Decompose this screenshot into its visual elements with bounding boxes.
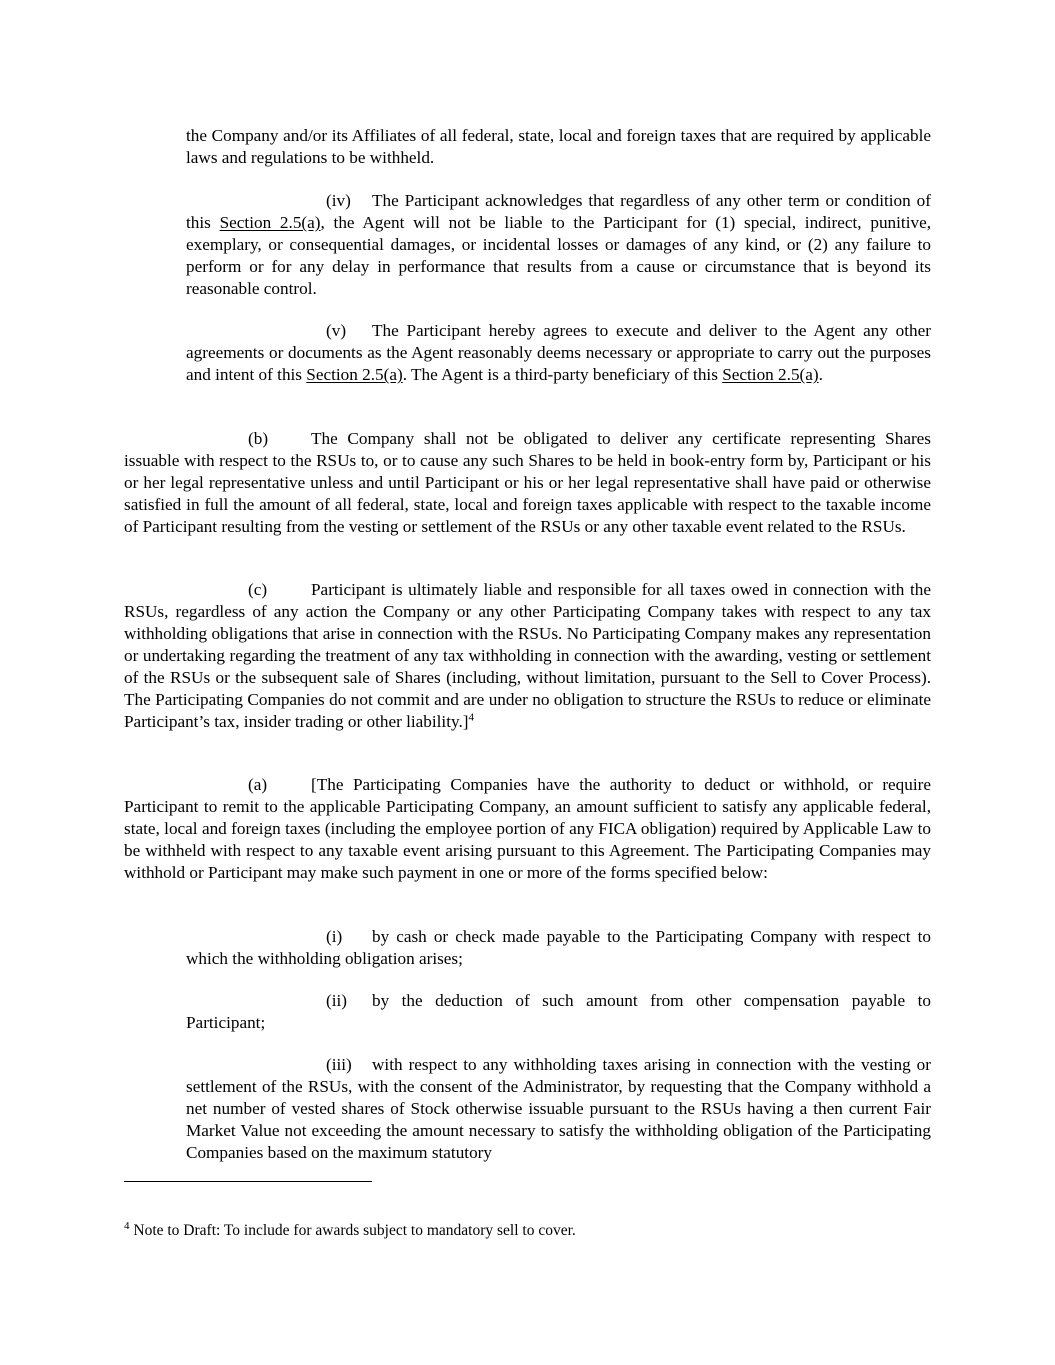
paragraph-iv	[186, 190, 931, 300]
paragraph-b-text: The Company shall not be obligated to deliver any certificate representing Shares issuable with respect to the RSUs to, or to cause any such Shares to be held in book-entry form by, Participant or his or her legal representative unless and until Participant or his or her legal representative shall have paid or otherwise satisfied in full the amount of all federal, state, local and foreign taxes applicable with respect to the taxable income of Participant resulting from the vesting or settlement of the RSUs or any other taxable event related to the RSUs.	[124, 429, 931, 536]
paragraph-iv-text-2: , the Agent will not be liable to the Participant for (1) special, indirect, punitive, exemplary, or consequential damages, or incidental losses or damages of any kind, or (2) any failure to perform or for any delay in performance that results from a cause or circumstance that is beyond its reasonable control.	[186, 213, 931, 298]
section-2-5a-link-2: Section 2.5(a)	[306, 365, 403, 384]
paragraph-a	[124, 774, 931, 884]
paragraph-intro	[186, 125, 931, 169]
paragraph-v-text-1: The Participant hereby agrees to execute and deliver to the Agent any other agreements or documents as the Agent reasonably deems necessary or appropriate to carry out the purposes and intent of this	[186, 321, 931, 384]
paragraph-v-text-2: . The Agent is a third-party beneficiary of this	[402, 365, 723, 384]
paragraph-v-label: (v)	[326, 321, 347, 340]
paragraph-b	[124, 428, 931, 538]
paragraph-c	[124, 579, 931, 733]
paragraph-i	[186, 926, 931, 970]
footnote-reference: 4	[468, 711, 474, 724]
paragraph-ii-label: (ii)	[326, 991, 347, 1010]
paragraph-iv-text-1: The Participant acknowledges that regardless of any other term or condition of this	[186, 191, 931, 232]
footnote-separator	[124, 1181, 372, 1182]
paragraph-intro-text: the Company and/or its Affiliates of all federal, state, local and foreign taxes that are required by applicable laws and regulations to be withheld.	[186, 126, 931, 167]
paragraph-c-label: (c)	[248, 580, 268, 599]
section-2-5a-link-1: Section 2.5(a)	[219, 213, 321, 232]
paragraph-ii-text: by the deduction of such amount from other compensation payable to Participant;	[186, 991, 931, 1032]
footnote-number: 4	[124, 1219, 130, 1232]
paragraph-b-label: (b)	[248, 429, 269, 448]
section-2-5a-link-3: Section 2.5(a)	[722, 365, 819, 384]
paragraph-iii	[186, 1054, 931, 1164]
paragraph-iv-label: (iv)	[326, 191, 351, 210]
paragraph-i-text: by cash or check made payable to the Participating Company with respect to which the withholding obligation arises;	[186, 927, 931, 968]
paragraph-i-label: (i)	[326, 927, 343, 946]
paragraph-v	[186, 320, 931, 386]
paragraph-a-text: [The Participating Companies have the authority to deduct or withhold, or require Participant to remit to the applicable Participating Company, an amount sufficient to satisfy any applicable federal, state, local and foreign taxes (including the employee portion of any FICA obligation) required by Applicable Law to be withheld with respect to any taxable event arising pursuant to this Agreement. The Participating Companies may withhold or Participant may make such payment in one or more of the forms specified below:	[124, 775, 931, 882]
paragraph-iii-label: (iii)	[326, 1055, 352, 1074]
paragraph-c-text: Participant is ultimately liable and responsible for all taxes owed in connection with the RSUs, regardless of any action the Company or any other Participating Company takes with respect to any tax withholding obligations that arise in connection with the RSUs. No Participating Company makes any representation or undertaking regarding the treatment of any tax withholding in connection with the awarding, vesting or settlement of the RSUs or the subsequent sale of Shares (including, without limitation, pursuant to the Sell to Cover Process). The Participating Companies do not commit and are under no obligation to structure the RSUs to reduce or eliminate Participant’s tax, insider trading or other liability.]	[124, 580, 931, 731]
footnote-text: Note to Draft: To include for awards subject to mandatory sell to cover.	[129, 1222, 576, 1239]
footnote	[124, 1221, 931, 1241]
paragraph-ii	[186, 990, 931, 1034]
paragraph-a-label: (a)	[248, 775, 268, 794]
paragraph-iii-text: with respect to any withholding taxes arising in connection with the vesting or settlement of the RSUs, with the consent of the Administrator, by requesting that the Company withhold a net number of vested shares of Stock otherwise issuable pursuant to the RSUs having a then current Fair Market Value not exceeding the amount necessary to satisfy the withholding obligation of the Participating Companies based on the maximum statutory	[186, 1055, 931, 1162]
paragraph-v-text-3: .	[818, 365, 823, 384]
